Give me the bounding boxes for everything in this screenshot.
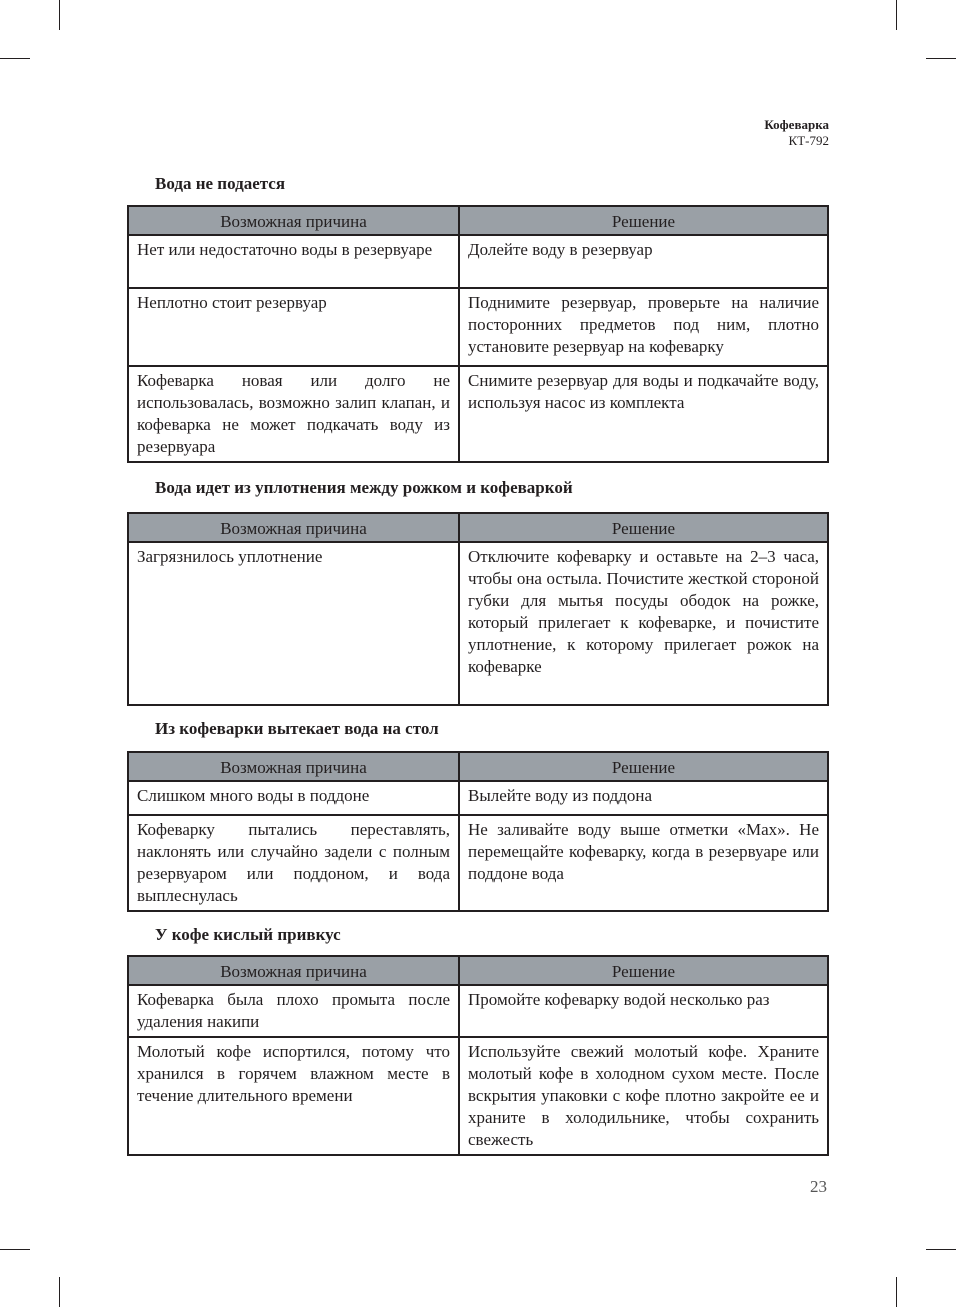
solution-cell: Снимите резервуар для воды и подкачайте воду, используя насос из комплекта — [459, 366, 828, 462]
table-row — [128, 985, 828, 1037]
crop-mark — [0, 1249, 30, 1250]
crop-mark — [59, 0, 60, 30]
table-row — [128, 542, 828, 705]
cause-cell: Кофеварку пытались переставлять, наклонять или случайно задели с полным резервуаром или поддоном, и вода выплеснулась — [128, 815, 459, 911]
solution-cell: Долейте воду в резервуар — [459, 235, 828, 288]
table-header-row — [128, 206, 828, 235]
running-header — [764, 117, 829, 149]
header-product: Кофеварка — [764, 117, 829, 132]
cause-cell: Нет или недостаточно воды в резервуаре — [128, 235, 459, 288]
solution-cell: Вылейте воду из поддона — [459, 781, 828, 815]
solution-cell: Промойте кофеварку водой несколько раз — [459, 985, 828, 1037]
troubleshooting-table — [127, 751, 829, 912]
crop-mark — [896, 1277, 897, 1307]
cause-cell: Загрязнилось уплотнение — [128, 542, 459, 705]
solution-cell: Не заливайте воду выше отметки «Max». Не перемещайте кофеварку, когда в резервуаре или поддоне вода — [459, 815, 828, 911]
table-row — [128, 1037, 828, 1155]
cause-cell: Неплотно стоит резервуар — [128, 288, 459, 366]
solution-cell: Используйте свежий молотый кофе. Храните молотый кофе в холодном сухом месте. После вскрытия упаковки с кофе плотно закройте ее и храните в холодильнике, чтобы сохранить свежесть — [459, 1037, 828, 1155]
cause-cell: Молотый кофе испортился, потому что хранился в горячем влажном месте в течение длительного времени — [128, 1037, 459, 1155]
table-header-row — [128, 752, 828, 781]
column-header-cause: Возможная причина — [128, 956, 459, 985]
crop-mark — [926, 1249, 956, 1250]
table-header-row — [128, 956, 828, 985]
troubleshooting-table — [127, 955, 829, 1156]
cause-cell: Кофеварка была плохо промыта после удаления накипи — [128, 985, 459, 1037]
section-title: Из кофеварки вытекает вода на стол — [155, 719, 439, 738]
solution-cell: Поднимите резервуар, проверьте на наличие посторонних предметов под ним, плотно установите резервуар на кофеварку — [459, 288, 828, 366]
troubleshooting-table — [127, 512, 829, 706]
table-row — [128, 235, 828, 288]
table-row — [128, 815, 828, 911]
crop-mark — [926, 58, 956, 59]
section-title: Вода идет из уплотнения между рожком и кофеваркой — [155, 478, 573, 497]
cause-cell: Кофеварка новая или долго не использовалась, возможно залип клапан, и кофеварка не может подкачать воду из резервуара — [128, 366, 459, 462]
cause-cell: Слишком много воды в поддоне — [128, 781, 459, 815]
column-header-cause: Возможная причина — [128, 513, 459, 542]
troubleshooting-table — [127, 205, 829, 463]
column-header-cause: Возможная причина — [128, 752, 459, 781]
solution-cell: Отключите кофеварку и оставьте на 2–3 часа, чтобы она остыла. Почистите жесткой стороной губки для мытья посуды ободок на рожке, который прилегает к кофеварке, и почистите уплотнение, к которому прилегает рожок на кофеварке — [459, 542, 828, 705]
column-header-solution: Решение — [459, 956, 828, 985]
column-header-solution: Решение — [459, 752, 828, 781]
header-model: КТ-792 — [788, 133, 829, 148]
crop-mark — [896, 0, 897, 30]
section-title: Вода не подается — [155, 174, 286, 193]
column-header-cause: Возможная причина — [128, 206, 459, 235]
table-header-row — [128, 513, 828, 542]
section-title: У кофе кислый привкус — [155, 925, 341, 944]
table-row — [128, 366, 828, 462]
table-row — [128, 288, 828, 366]
column-header-solution: Решение — [459, 513, 828, 542]
column-header-solution: Решение — [459, 206, 828, 235]
crop-mark — [59, 1277, 60, 1307]
crop-mark — [0, 58, 30, 59]
page-number: 23 — [810, 1177, 827, 1196]
table-row — [128, 781, 828, 815]
